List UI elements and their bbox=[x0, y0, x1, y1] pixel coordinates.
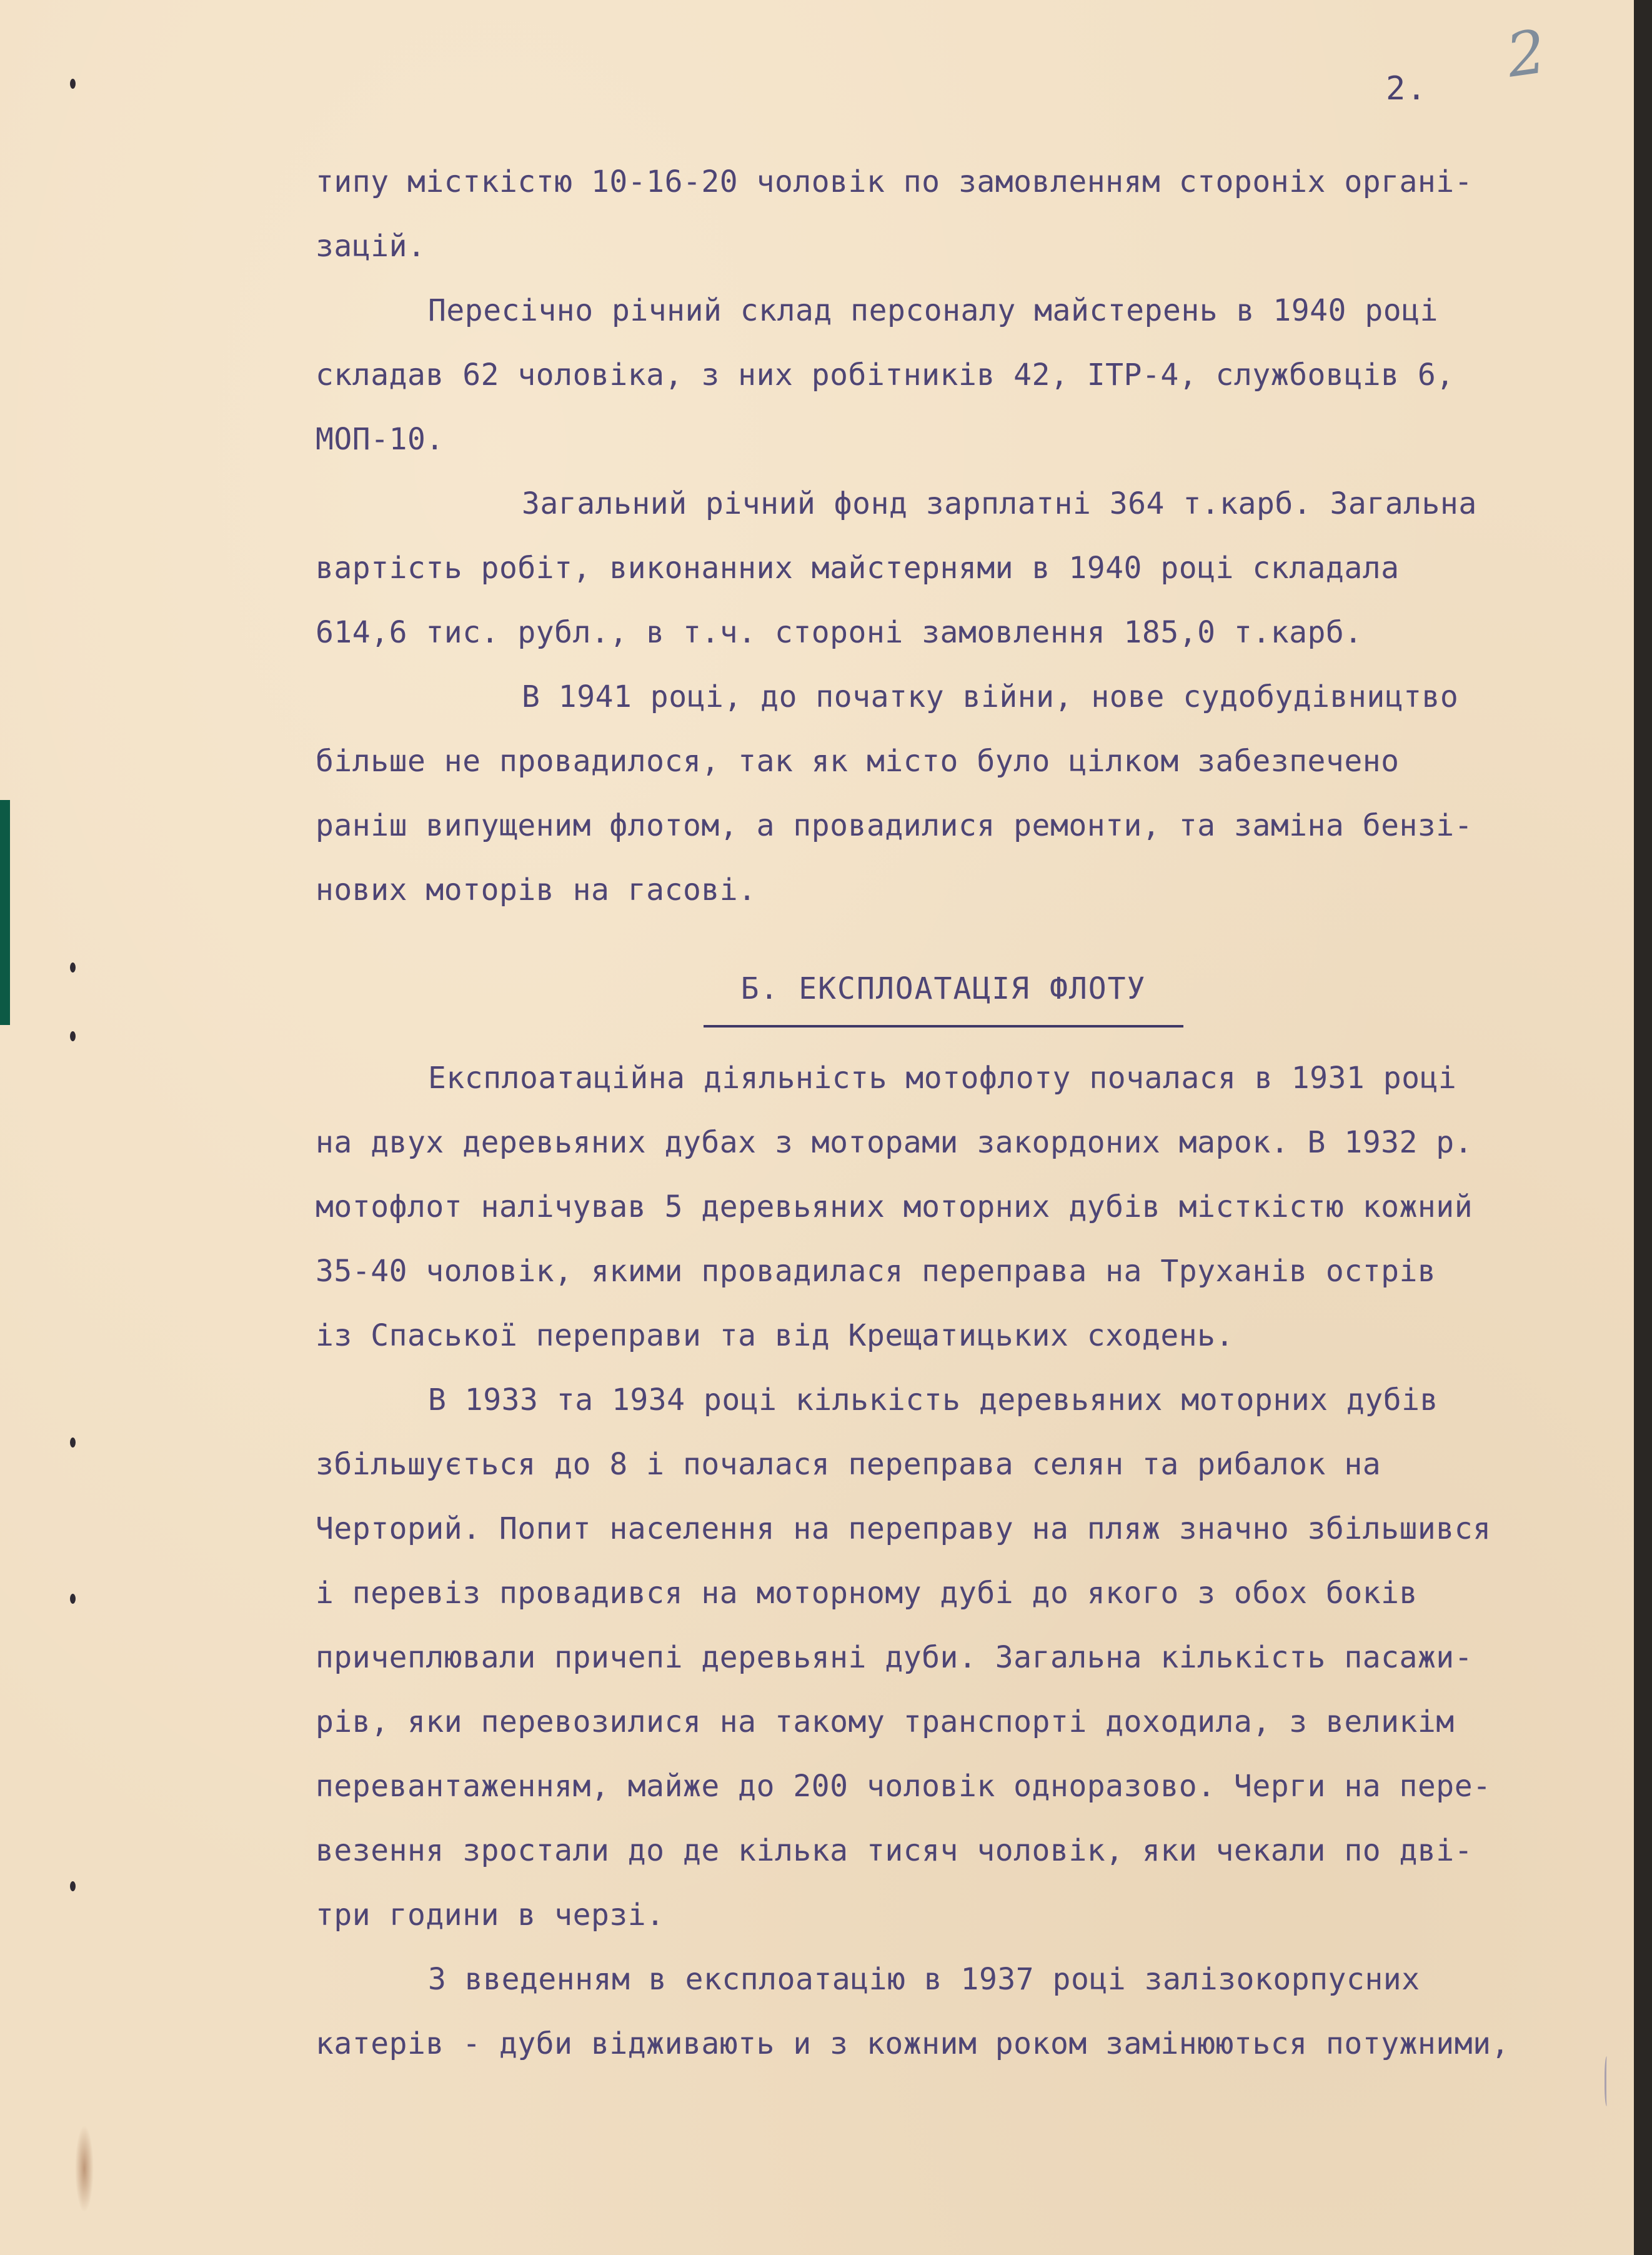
text-line: З введенням в експлоатацію в 1937 році залізокорпусних bbox=[428, 1962, 1420, 1997]
text-line: Загальний річний фонд зарплатні 364 т.карб. Загальна bbox=[522, 486, 1477, 521]
scan-background-edge bbox=[1634, 0, 1652, 2255]
text-line: три години в черзі. bbox=[316, 1898, 665, 1932]
text-line: Експлоатаційна діяльність мотофлоту почалася в 1931 році bbox=[428, 1061, 1457, 1096]
text-line: мотофлот налічував 5 деревьяних моторних дубів місткістю кожний bbox=[316, 1189, 1473, 1224]
typewritten-body bbox=[316, 150, 1571, 2076]
punch-hole bbox=[70, 962, 76, 972]
text-line: раніш випущеним флотом, а провадилися ремонти, та заміна бензі- bbox=[316, 808, 1473, 843]
text-line: везення зростали до де кілька тисяч чоловік, яки чекали по дві- bbox=[316, 1833, 1473, 1868]
text-line: складав 62 чоловіка, з них робітників 42, ІТР-4, службовців 6, bbox=[316, 358, 1455, 392]
text-line: МОП-10. bbox=[316, 422, 444, 457]
text-line: причеплювали причепі деревьяні дуби. Загальна кількість пасажи- bbox=[316, 1640, 1473, 1675]
punch-hole bbox=[70, 1031, 76, 1041]
text-line: нових моторів на гасові. bbox=[316, 872, 757, 908]
text-line: типу місткістю 10-16-20 чоловік по замовленням стороніх органі- bbox=[316, 164, 1473, 199]
text-line: 35-40 чоловік, якими провадилася переправа на Труханів острів bbox=[316, 1254, 1436, 1289]
text-line: перевантаженням, майже до 200 чоловік одноразово. Черги на пере- bbox=[316, 1769, 1491, 1804]
archive-folio-mark: 2 bbox=[1502, 16, 1550, 91]
page-number: 2. bbox=[1386, 70, 1428, 108]
text-line: із Спаської переправи та від Крещатицьких сходень. bbox=[316, 1318, 1234, 1353]
paper-stain bbox=[75, 2125, 94, 2212]
text-line: катерів - дуби відживають и з кожним роком замінюються потужними, bbox=[316, 2026, 1510, 2061]
section-heading bbox=[316, 957, 1571, 1021]
punch-hole bbox=[70, 1438, 76, 1448]
text-line: вартість робіт, виконанних майстернями в 1940 році складала bbox=[316, 551, 1400, 586]
margin-pencil-mark bbox=[1605, 2056, 1610, 2106]
text-line: зацій. bbox=[316, 229, 426, 264]
text-line: В 1933 та 1934 році кількість деревьяних моторних дубів bbox=[428, 1382, 1438, 1418]
text-line: 614,6 тис. рубл., в т.ч. стороні замовлення 185,0 т.карб. bbox=[316, 615, 1363, 650]
text-line: і перевіз провадився на моторному дубі до якого з обох боків bbox=[316, 1576, 1418, 1611]
punch-hole bbox=[70, 1594, 76, 1604]
text-line: Черторий. Попит населення на переправу на пляж значно збільшився bbox=[316, 1511, 1491, 1546]
scan-edge-left bbox=[0, 800, 10, 1025]
text-line: більше не провадилося, так як місто було цілком забезпечено bbox=[316, 744, 1400, 779]
text-line: В 1941 році, до початку війни, нове судобудівництво bbox=[522, 679, 1459, 714]
punch-hole bbox=[70, 79, 76, 89]
text-line: збільшується до 8 і почалася переправа селян та рибалок на bbox=[316, 1447, 1381, 1482]
text-line: Пересічно річний склад персоналу майстерень в 1940 році bbox=[428, 293, 1438, 328]
text-line: на двух деревьяних дубах з моторами закордоних марок. В 1932 р. bbox=[316, 1125, 1473, 1160]
text-line: рів, яки перевозилися на такому транспорті доходила, з великім bbox=[316, 1704, 1455, 1739]
section-heading-text: Б. ЕКСПЛОАТАЦІЯ ФЛОТУ bbox=[704, 957, 1184, 1028]
punch-hole bbox=[70, 1881, 76, 1891]
